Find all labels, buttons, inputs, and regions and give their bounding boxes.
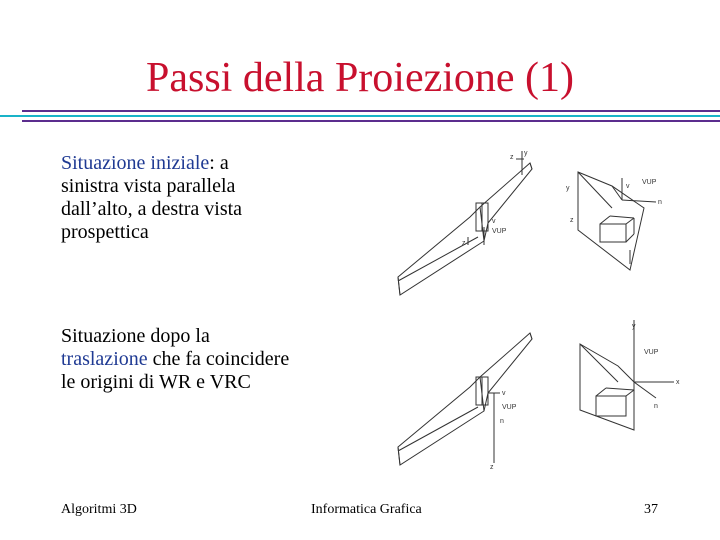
perspective-view-initial-figure	[560, 160, 680, 280]
highlight-translation: traslazione	[61, 348, 148, 370]
text-block-translation	[61, 325, 291, 394]
text-translation: che fa coincidere le origini di WR e VRC	[61, 348, 290, 393]
fig2-label-z: z	[570, 217, 574, 224]
top-view-initial-figure	[388, 145, 548, 300]
fig3-label-vup: VUP	[502, 404, 517, 411]
fig4-label-x: x	[676, 379, 680, 386]
slide-title: Passi della Proiezione (1)	[145, 55, 575, 101]
fig1-label-v: v	[492, 218, 496, 225]
fig3-label-z: z	[490, 464, 494, 471]
footer-left: Algoritmi 3D	[61, 502, 137, 517]
top-view-translated-figure	[388, 315, 548, 475]
fig1-label-z2: z	[462, 240, 466, 247]
fig2-label-vup: VUP	[642, 179, 657, 186]
fig4-label-y: y	[632, 323, 636, 330]
fig4-label-n: n	[654, 403, 658, 410]
title-divider	[0, 108, 720, 126]
perspective-view-translated-figure	[570, 318, 690, 438]
footer-center: Informatica Grafica	[311, 502, 422, 517]
text-translation-pre: Situazione dopo la	[61, 325, 210, 347]
fig4-label-vup: VUP	[644, 349, 659, 356]
fig3-label-n: n	[500, 418, 504, 425]
fig2-label-y: y	[566, 185, 570, 192]
highlight-initial: Situazione iniziale	[61, 152, 210, 174]
text-initial: : a sinistra vista parallela dall’alto, a destra vista prospettica	[61, 152, 243, 243]
text-block-initial	[61, 152, 291, 244]
fig1-label-z: z	[510, 154, 514, 161]
fig2-label-v: v	[626, 183, 630, 190]
page-number: 37	[644, 502, 658, 517]
fig3-label-v: v	[502, 390, 506, 397]
fig1-label-y: y	[524, 150, 528, 157]
fig2-label-n: n	[658, 199, 662, 206]
fig1-label-vup: VUP	[492, 228, 507, 235]
